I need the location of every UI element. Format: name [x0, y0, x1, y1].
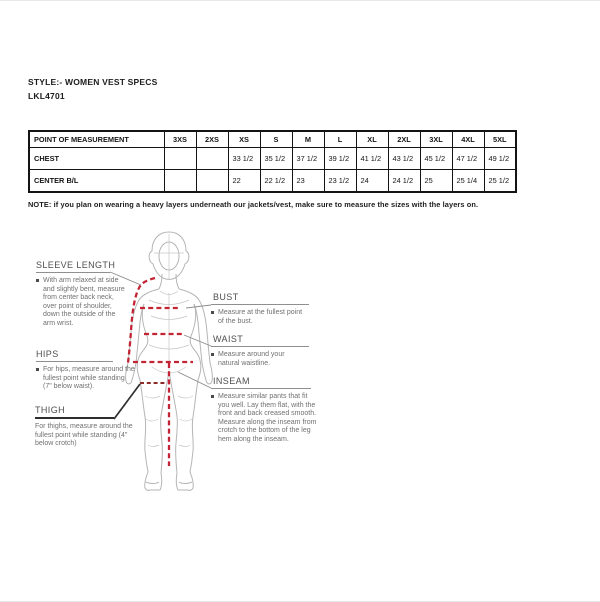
column-header: 4XL [452, 131, 484, 148]
value-cell: 41 1/2 [356, 148, 388, 170]
value-cell: 39 1/2 [324, 148, 356, 170]
inseam-heading: INSEAM [211, 376, 311, 389]
bust-leader-line [186, 305, 211, 308]
hips-section [36, 349, 135, 392]
value-cell: 23 [292, 170, 324, 193]
value-cell: 25 1/4 [452, 170, 484, 193]
value-cell: 24 1/2 [388, 170, 420, 193]
column-header: 2XL [388, 131, 420, 148]
column-header: 5XL [484, 131, 516, 148]
column-header: 3XS [164, 131, 196, 148]
value-cell: 23 1/2 [324, 170, 356, 193]
column-header: 3XL [420, 131, 452, 148]
sleeve-length-heading: SLEEVE LENGTH [36, 260, 110, 273]
sleeve-length-text: With arm relaxed at side and slightly bent, measure from center back neck, over point of shoulder, down the outside of the arm wrist. [36, 277, 129, 329]
value-cell: 37 1/2 [292, 148, 324, 170]
value-cell: 33 1/2 [228, 148, 260, 170]
hips-text: For hips, measure around the fullest point while standing (7" below waist). [36, 366, 135, 392]
note-text: NOTE: if you plan on wearing a heavy layers underneath our jackets/vest, make sure to measure the sizes with the layers on. [28, 200, 479, 209]
thigh-heading: THIGH [35, 405, 114, 419]
value-cell: 45 1/2 [420, 148, 452, 170]
column-header: M [292, 131, 324, 148]
column-header: 2XS [196, 131, 228, 148]
value-cell: 43 1/2 [388, 148, 420, 170]
waist-heading: WAIST [211, 334, 309, 347]
bust-heading: BUST [211, 292, 309, 305]
row-label-cell: CENTER B/L [29, 170, 164, 193]
thigh-section [35, 405, 135, 449]
column-header: S [260, 131, 292, 148]
style-code: LKL4701 [28, 91, 65, 101]
value-cell: 22 1/2 [260, 170, 292, 193]
sleeve-length-section [36, 260, 129, 329]
value-cell: 24 [356, 170, 388, 193]
column-header: L [324, 131, 356, 148]
value-cell: 35 1/2 [260, 148, 292, 170]
inseam-section [211, 376, 317, 445]
style-title: STYLE:- WOMEN VEST SPECS [28, 77, 158, 87]
hips-heading: HIPS [36, 349, 113, 362]
value-cell: 22 [228, 170, 260, 193]
value-cell: 25 1/2 [484, 170, 516, 193]
inseam-text: Measure similar pants that fit you well. Lay them flat, with the front and back creased smooth. Measure along the inseam from crotch to the bottom of the leg hem along the inseam. [211, 393, 317, 445]
value-cell: 49 1/2 [484, 148, 516, 170]
column-header: XS [228, 131, 260, 148]
value-cell: 47 1/2 [452, 148, 484, 170]
value-cell: 25 [420, 170, 452, 193]
waist-section [211, 334, 309, 368]
thigh-text: For thighs, measure around the fullest point while standing (4" below crotch) [35, 423, 133, 448]
bust-section [211, 292, 309, 326]
waist-text: Measure around your natural waistline. [211, 351, 306, 368]
column-header: POINT OF MEASUREMENT [29, 131, 164, 148]
bust-text: Measure at the fullest point of the bust. [211, 309, 306, 326]
row-label-cell: CHEST [29, 148, 164, 170]
column-header: XL [356, 131, 388, 148]
